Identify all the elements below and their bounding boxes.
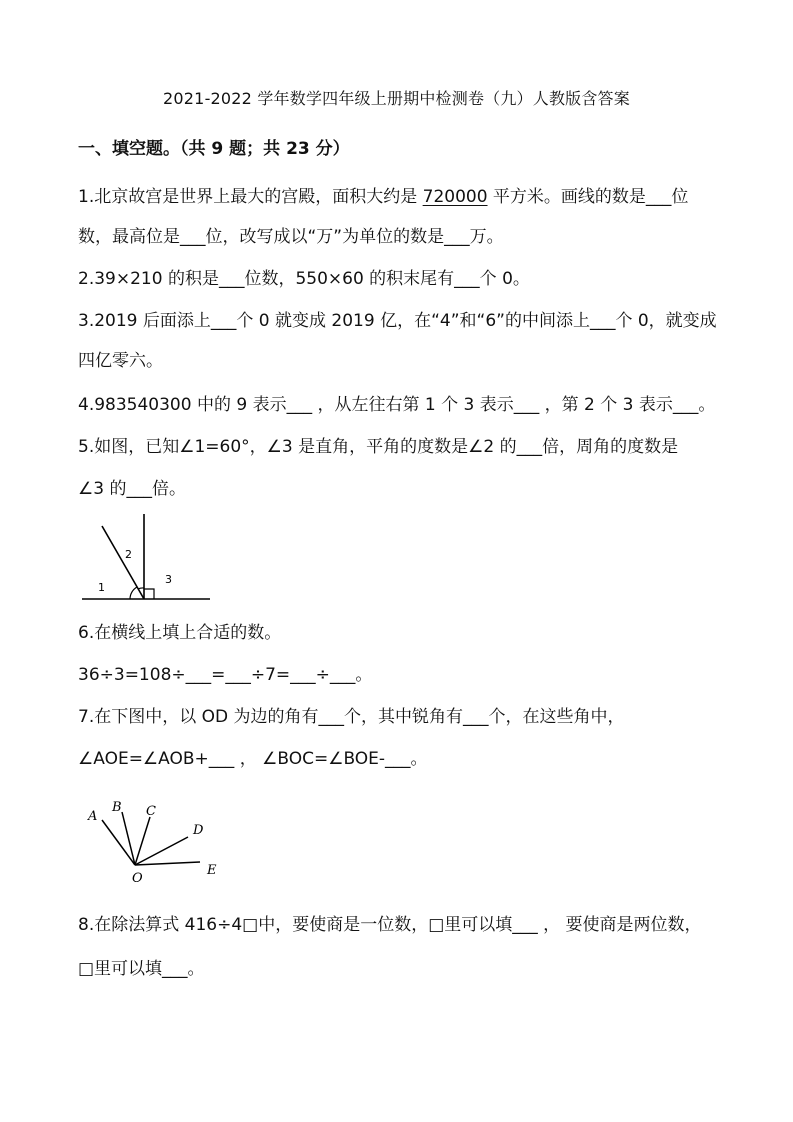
page-title: 2021-2022 学年数学四年级上册期中检测卷（九）人教版含答案 bbox=[163, 89, 630, 108]
fig1-label-3: 3 bbox=[165, 573, 172, 586]
fig1-label-1: 1 bbox=[98, 581, 105, 594]
fig2-label-D: D bbox=[193, 823, 204, 838]
question-7-line-2: ∠AOE=∠AOB+___ ， ∠BOC=∠BOE-___。 bbox=[78, 749, 428, 769]
fig1-label-2: 2 bbox=[125, 548, 132, 561]
fig1-slanted-ray bbox=[102, 526, 144, 599]
question-2: 2.39×210 的积是___位数，550×60 的积末尾有___个 0。 bbox=[78, 269, 530, 289]
question-1-line-2: 数，最高位是___位，改写成以“万”为单位的数是___万。 bbox=[78, 227, 504, 247]
fig1-right-angle-mark bbox=[144, 589, 154, 599]
fig2-label-O: O bbox=[132, 871, 143, 886]
section-heading-fill-blank: 一、填空题。（共 9 题；共 23 分） bbox=[78, 139, 350, 159]
question-5-line-1: 5.如图，已知∠1=60°，∠3 是直角，平角的度数是∠2 的___倍，周角的度数是 bbox=[78, 437, 679, 457]
question-8-line-2: □里可以填___。 bbox=[78, 959, 205, 979]
question-7-line-1: 7.在下图中，以 OD 为边的角有___个，其中锐角有___个，在这些角中， bbox=[78, 707, 625, 727]
fig1-angle1-arc bbox=[130, 587, 137, 599]
question-1-line-1 bbox=[78, 186, 688, 208]
fig2-label-B: B bbox=[112, 800, 122, 815]
question-6-line-2: 36÷3=108÷___=___÷7=___÷___。 bbox=[78, 665, 373, 685]
question-3-line-2: 四亿零六。 bbox=[78, 351, 163, 371]
angle-figure-1 bbox=[78, 510, 218, 610]
question-5-line-2: ∠3 的___倍。 bbox=[78, 479, 186, 499]
question-4: 4.983540300 中的 9 表示___ ，从左往右第 1 个 3 表示___ ，第 2 个 3 表示___。 bbox=[78, 395, 716, 415]
question-1-underlined-number: 720000 bbox=[422, 187, 488, 207]
fig2-label-C: C bbox=[146, 804, 156, 819]
fig2-label-E: E bbox=[207, 863, 217, 878]
question-8-line-1: 8.在除法算式 416÷4□中，要使商是一位数，□里可以填___ ， 要使商是两位数， bbox=[78, 915, 702, 935]
fig1-angle2-arc bbox=[138, 588, 144, 589]
question-3-line-1: 3.2019 后面添上___个 0 就变成 2019 亿，在“4”和“6”的中间添上___个 0，就变成 bbox=[78, 311, 717, 331]
question-1-text-a: 1.北京故宫是世界上最大的宫殿，面积大约是 bbox=[78, 187, 423, 207]
fig2-label-A: A bbox=[88, 809, 98, 824]
fig2-ray-OE bbox=[135, 862, 200, 865]
question-6-line-1: 6.在横线上填上合适的数。 bbox=[78, 623, 282, 643]
angle-figure-2 bbox=[80, 790, 240, 894]
question-1-text-b: 平方米。画线的数是___位 bbox=[487, 187, 689, 207]
